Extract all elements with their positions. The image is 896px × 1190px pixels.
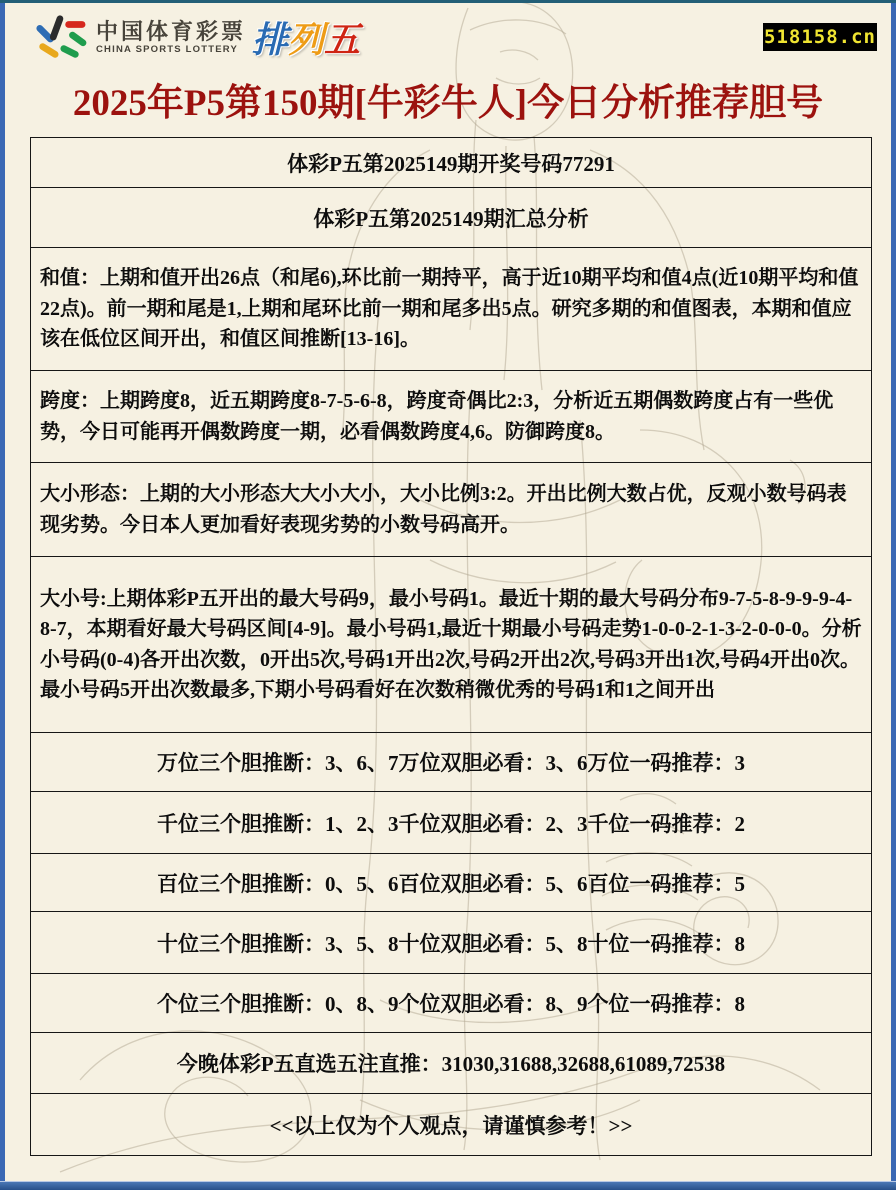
bottom-bar [0,1181,896,1190]
table-row-span-analysis: 跨度：上期跨度8，近五期跨度8-7-5-6-8，跨度奇偶比2:3，分析近五期偶数跨度占有一些优势，今日可能再开偶数跨度一期，必看偶数跨度4,6。防御跨度8。 [31,371,871,463]
site-url-badge: 518158.cn [763,23,877,51]
table-row-minmax-analysis: 大小号:上期体彩P五开出的最大号码9，最小号码1。最近十期的最大号码分布9-7-5-8-9-9-9-4-8-7，本期看好最大号码区间[4-9]。最小号码1,最近十期最小号码走势1-0-0-2-1-3-2-0-0-0。分析小号码(0-4)各开出次数，0开出5次,号码1开出2次,号码2开出2次,号码3开出1次,号码4开出0次。最小号码5开出次数最多,下期小号码看好在次数稍微优秀的号码1和1之间开出 [31,557,871,733]
brand-char: 排 [252,20,289,60]
page-frame-topline [0,0,896,3]
logo-cn-text: 中国体育彩票 [96,18,247,44]
brand-pailiewu [252,12,360,63]
china-sports-lottery-logo [30,12,360,63]
table-row-qian-picks: 千位三个胆推断：1、2、3千位双胆必看：2、3千位一码推荐：2 [31,792,871,854]
table-row-disclaimer: <<以上仅为个人观点，请谨慎参考！>> [269,1113,633,1138]
table-row-draw-result: 体彩P五第2025149期开奖号码77291 [31,138,871,188]
table-row-bai-picks: 百位三个胆推断：0、5、6百位双胆必看：5、6百位一码推荐：5 [31,854,871,912]
analysis-table [30,137,872,1156]
page-title: 2025年P5第150期[牛彩牛人]今日分析推荐胆号 [72,83,824,124]
table-row-ge-picks: 个位三个胆推断：0、8、9个位双胆必看：8、9个位一码推荐：8 [31,974,871,1033]
table-row-shi-picks: 十位三个胆推断：3、5、8十位双胆必看：5、8十位一码推荐：8 [31,912,871,974]
brand-char: 列 [288,20,325,60]
sports-lottery-figure-icon [30,13,88,63]
brand-char: 五 [324,20,361,60]
table-row-summary-header: 体彩P五第2025149期汇总分析 [31,188,871,248]
table-row-size-pattern: 大小形态：上期的大小形态大大小大小，大小比例3:2。开出比例大数占优，反观小数号码表现劣势。今日本人更加看好表现劣势的小数号码高开。 [31,463,871,557]
table-row-sum-analysis: 和值：上期和值开出26点（和尾6),环比前一期持平，高于近10期平均和值4点(近10期平均和值22点)。前一期和尾是1,上期和尾环比前一期和尾多出5点。研究多期的和值图表，本期和值应该在低位区间开出，和值区间推断[13-16]。 [31,248,871,371]
table-row-wan-picks: 万位三个胆推断：3、6、7万位双胆必看：3、6万位一码推荐：3 [31,733,871,792]
logo-en-text: CHINA SPORTS LOTTERY [96,43,239,55]
table-row-direct-picks: 今晚体彩P五直选五注直推：31030,31688,32688,61089,72538 [31,1033,871,1094]
